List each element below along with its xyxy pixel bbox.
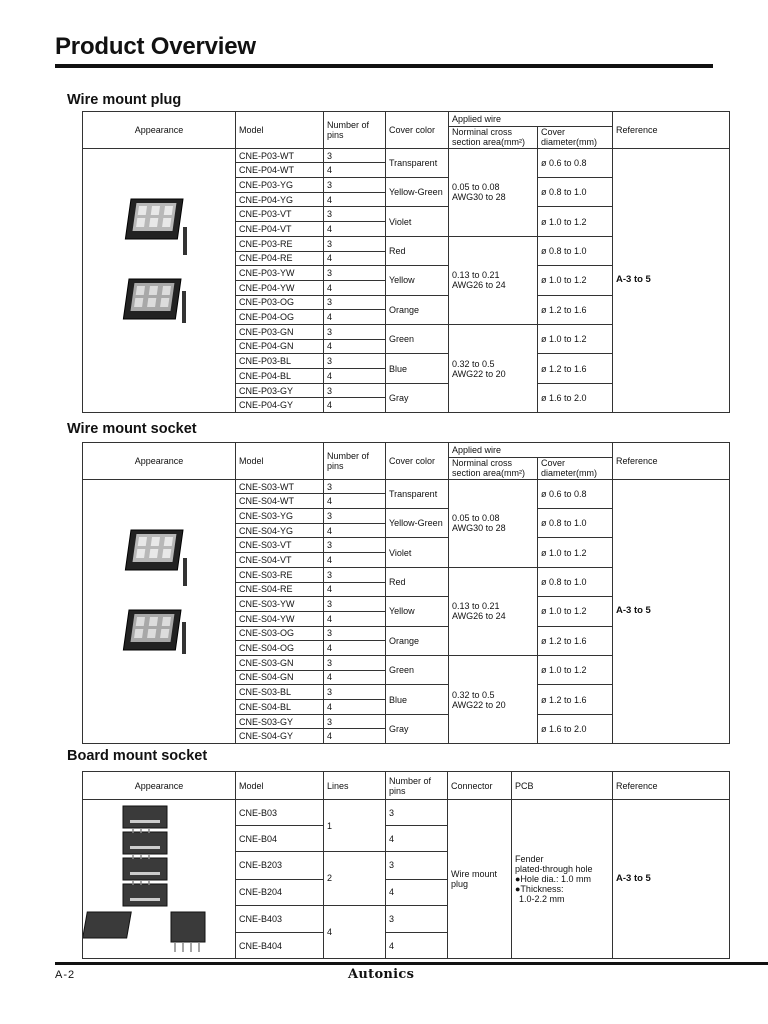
socket-model: CNE-S04-RE [236, 582, 324, 597]
plug-table [82, 111, 730, 413]
socket-cover-color: Violet [386, 538, 449, 567]
plug-pins: 4 [324, 251, 386, 266]
board-pins: 4 [386, 933, 448, 959]
plug-pins: 4 [324, 398, 386, 413]
plug-model: CNE-P03-VT [236, 207, 324, 222]
socket-header-appearance: Appearance [83, 443, 236, 480]
plug-model: CNE-P04-WT [236, 163, 324, 178]
plug-pins: 4 [324, 339, 386, 354]
socket-cross-awg: AWG26 to 24 [452, 611, 506, 622]
socket-pins: 3 [324, 597, 386, 612]
board-pins: 4 [386, 826, 448, 852]
plug-cover-diameter: ø 0.6 to 0.8 [538, 148, 613, 177]
socket-cover-color: Gray [386, 714, 449, 743]
board-header-lines: Lines [324, 772, 386, 800]
board-header-pcb: PCB [512, 772, 613, 800]
plug-pins: 3 [324, 354, 386, 369]
socket-model: CNE-S03-GN [236, 655, 324, 670]
board-pcb-line: plated-through hole [515, 864, 593, 874]
socket-cross-awg: AWG22 to 20 [452, 699, 506, 710]
socket-connector-image [83, 488, 236, 734]
socket-reference: A-3 to 5 [613, 479, 730, 743]
socket-model: CNE-S03-OG [236, 626, 324, 641]
socket-pins: 3 [324, 567, 386, 582]
plug-pins: 4 [324, 310, 386, 325]
board-lines: 4 [324, 905, 386, 959]
board-table [82, 771, 730, 959]
plug-header-color: Cover color [386, 112, 449, 149]
plug-model: CNE-P03-GN [236, 324, 324, 339]
board-socket-image [83, 800, 236, 958]
plug-cross-area: 0.32 to 0.5 [452, 358, 495, 369]
socket-model: CNE-S04-GY [236, 729, 324, 744]
plug-cross-awg: AWG26 to 24 [452, 280, 506, 291]
socket-header-diameter: Cover diameter(mm) [538, 457, 613, 479]
socket-cover-color: Yellow [386, 597, 449, 626]
socket-cross-section [449, 567, 538, 655]
plug-model: CNE-P04-YW [236, 280, 324, 295]
board-pcb-line: Fender [515, 854, 544, 864]
plug-pins: 3 [324, 178, 386, 193]
board-pins: 3 [386, 852, 448, 880]
socket-cover-color: Yellow-Green [386, 509, 449, 538]
socket-cover-diameter: ø 1.6 to 2.0 [538, 714, 613, 743]
plug-pins: 3 [324, 324, 386, 339]
socket-cover-diameter: ø 1.0 to 1.2 [538, 655, 613, 684]
plug-cross-area: 0.13 to 0.21 [452, 270, 500, 281]
plug-cover-diameter: ø 1.2 to 1.6 [538, 354, 613, 383]
board-connector: Wire mount plug [448, 800, 512, 959]
socket-header-model: Model [236, 443, 324, 480]
socket-pins: 4 [324, 523, 386, 538]
socket-cover-diameter: ø 0.6 to 0.8 [538, 479, 613, 508]
board-pcb-line: ●Thickness: [515, 884, 564, 894]
page-title: Product Overview [55, 33, 256, 60]
board-section-title: Board mount socket [67, 748, 208, 764]
socket-model: CNE-S04-YG [236, 523, 324, 538]
plug-cover-color: Green [386, 324, 449, 353]
board-model: CNE-B203 [236, 852, 324, 880]
socket-header-pins: Number of pins [324, 443, 386, 480]
board-model: CNE-B03 [236, 800, 324, 826]
plug-reference: A-3 to 5 [613, 148, 730, 412]
socket-cover-diameter: ø 1.0 to 1.2 [538, 597, 613, 626]
socket-cover-diameter: ø 1.2 to 1.6 [538, 626, 613, 655]
plug-header-applied: Applied wire [449, 112, 613, 127]
plug-pins: 3 [324, 148, 386, 163]
plug-model: CNE-P03-WT [236, 148, 324, 163]
socket-model: CNE-S03-RE [236, 567, 324, 582]
socket-cross-area: 0.13 to 0.21 [452, 601, 500, 612]
plug-cover-diameter: ø 0.8 to 1.0 [538, 236, 613, 265]
plug-cover-diameter: ø 1.2 to 1.6 [538, 295, 613, 324]
socket-pins: 3 [324, 538, 386, 553]
socket-model: CNE-S04-YW [236, 611, 324, 626]
footer-rule [55, 962, 768, 965]
plug-model: CNE-P04-RE [236, 251, 324, 266]
socket-model: CNE-S04-GN [236, 670, 324, 685]
plug-cross-area: 0.05 to 0.08 [452, 182, 500, 193]
plug-cover-color: Gray [386, 383, 449, 412]
plug-pins: 4 [324, 192, 386, 207]
board-pins: 4 [386, 879, 448, 905]
plug-header-reference: Reference [613, 112, 730, 149]
socket-pins: 3 [324, 626, 386, 641]
socket-pins: 3 [324, 714, 386, 729]
plug-cover-color: Red [386, 236, 449, 265]
socket-cross-section [449, 655, 538, 743]
plug-cover-color: Yellow [386, 266, 449, 295]
socket-cover-color: Green [386, 655, 449, 684]
plug-model: CNE-P03-YG [236, 178, 324, 193]
plug-cover-color: Yellow-Green [386, 178, 449, 207]
socket-model: CNE-S04-OG [236, 641, 324, 656]
socket-model: CNE-S04-VT [236, 553, 324, 568]
socket-cover-diameter: ø 0.8 to 1.0 [538, 567, 613, 596]
plug-cross-awg: AWG30 to 28 [452, 192, 506, 203]
socket-section-title: Wire mount socket [67, 421, 197, 437]
socket-pins: 4 [324, 553, 386, 568]
plug-cross-section [449, 324, 538, 412]
title-rule [55, 64, 713, 68]
socket-header-color: Cover color [386, 443, 449, 480]
socket-cross-section [449, 479, 538, 567]
plug-cover-diameter: ø 1.6 to 2.0 [538, 383, 613, 412]
plug-cover-diameter: ø 1.0 to 1.2 [538, 324, 613, 353]
plug-pins: 3 [324, 266, 386, 281]
plug-cross-section [449, 236, 538, 324]
board-header-reference: Reference [613, 772, 730, 800]
socket-model: CNE-S03-WT [236, 479, 324, 494]
socket-pins: 4 [324, 700, 386, 715]
plug-model: CNE-P03-RE [236, 236, 324, 251]
plug-pins: 3 [324, 207, 386, 222]
plug-pins: 3 [324, 383, 386, 398]
socket-model: CNE-S03-VT [236, 538, 324, 553]
plug-pins: 4 [324, 163, 386, 178]
plug-pins: 4 [324, 369, 386, 384]
socket-appearance-photo [83, 479, 236, 743]
socket-cover-diameter: ø 0.8 to 1.0 [538, 509, 613, 538]
socket-model: CNE-S03-BL [236, 685, 324, 700]
plug-model: CNE-P03-OG [236, 295, 324, 310]
board-model: CNE-B404 [236, 933, 324, 959]
socket-pins: 4 [324, 611, 386, 626]
board-pcb-line: ●Hole dia.: 1.0 mm [515, 874, 591, 884]
plug-model: CNE-P03-YW [236, 266, 324, 281]
board-header-pins: Number of pins [386, 772, 448, 800]
socket-model: CNE-S03-GY [236, 714, 324, 729]
plug-cover-color: Transparent [386, 148, 449, 177]
board-pcb-line: 1.0-2.2 mm [519, 894, 565, 904]
plug-model: CNE-P04-BL [236, 369, 324, 384]
socket-pins: 4 [324, 641, 386, 656]
plug-model: CNE-P04-VT [236, 222, 324, 237]
plug-connector-image [83, 157, 236, 403]
socket-model: CNE-S03-YG [236, 509, 324, 524]
plug-model: CNE-P04-YG [236, 192, 324, 207]
socket-cover-color: Transparent [386, 479, 449, 508]
socket-cover-diameter: ø 1.0 to 1.2 [538, 538, 613, 567]
socket-pins: 3 [324, 685, 386, 700]
socket-cross-awg: AWG30 to 28 [452, 523, 506, 534]
plug-header-pins: Number of pins [324, 112, 386, 149]
socket-pins: 3 [324, 655, 386, 670]
socket-header-reference: Reference [613, 443, 730, 480]
plug-cover-diameter: ø 0.8 to 1.0 [538, 178, 613, 207]
board-model: CNE-B204 [236, 879, 324, 905]
socket-cover-color: Blue [386, 685, 449, 714]
plug-pins: 4 [324, 280, 386, 295]
socket-pins: 3 [324, 479, 386, 494]
board-appearance-photo [83, 800, 236, 959]
board-pcb [512, 800, 613, 959]
plug-cross-section [449, 148, 538, 236]
plug-appearance-photo [83, 148, 236, 412]
board-model: CNE-B04 [236, 826, 324, 852]
socket-table [82, 442, 730, 744]
socket-cover-color: Red [386, 567, 449, 596]
plug-section-title: Wire mount plug [67, 92, 182, 108]
plug-cover-diameter: ø 1.0 to 1.2 [538, 207, 613, 236]
socket-pins: 4 [324, 670, 386, 685]
socket-pins: 4 [324, 494, 386, 509]
socket-pins: 4 [324, 729, 386, 744]
board-reference: A-3 to 5 [613, 800, 730, 959]
plug-pins: 3 [324, 236, 386, 251]
socket-model: CNE-S04-WT [236, 494, 324, 509]
plug-cross-awg: AWG22 to 20 [452, 368, 506, 379]
socket-pins: 3 [324, 509, 386, 524]
socket-cover-diameter: ø 1.2 to 1.6 [538, 685, 613, 714]
board-header-model: Model [236, 772, 324, 800]
plug-model: CNE-P04-GN [236, 339, 324, 354]
plug-model: CNE-P03-BL [236, 354, 324, 369]
socket-cross-area: 0.05 to 0.08 [452, 513, 500, 524]
board-pins: 3 [386, 905, 448, 933]
plug-cover-color: Violet [386, 207, 449, 236]
plug-header-diameter: Cover diameter(mm) [538, 126, 613, 148]
plug-model: CNE-P03-GY [236, 383, 324, 398]
plug-header-appearance: Appearance [83, 112, 236, 149]
socket-cross-area: 0.32 to 0.5 [452, 689, 495, 700]
board-model: CNE-B403 [236, 905, 324, 933]
socket-model: CNE-S04-BL [236, 700, 324, 715]
plug-cover-color: Orange [386, 295, 449, 324]
board-header-connector: Connector [448, 772, 512, 800]
plug-cover-diameter: ø 1.0 to 1.2 [538, 266, 613, 295]
plug-pins: 4 [324, 222, 386, 237]
plug-model: CNE-P04-GY [236, 398, 324, 413]
plug-header-cross: Norminal cross section area(mm²) [449, 126, 538, 148]
board-lines: 2 [324, 852, 386, 906]
socket-header-applied: Applied wire [449, 443, 613, 458]
socket-header-cross: Norminal cross section area(mm²) [449, 457, 538, 479]
board-lines: 1 [324, 800, 386, 852]
socket-cover-color: Orange [386, 626, 449, 655]
plug-header-model: Model [236, 112, 324, 149]
socket-pins: 4 [324, 582, 386, 597]
page-number: A-2 [55, 969, 76, 981]
plug-cover-color: Blue [386, 354, 449, 383]
brand-logo: Autonics [348, 967, 415, 982]
plug-pins: 3 [324, 295, 386, 310]
socket-model: CNE-S03-YW [236, 597, 324, 612]
plug-model: CNE-P04-OG [236, 310, 324, 325]
board-header-appearance: Appearance [83, 772, 236, 800]
board-pins: 3 [386, 800, 448, 826]
